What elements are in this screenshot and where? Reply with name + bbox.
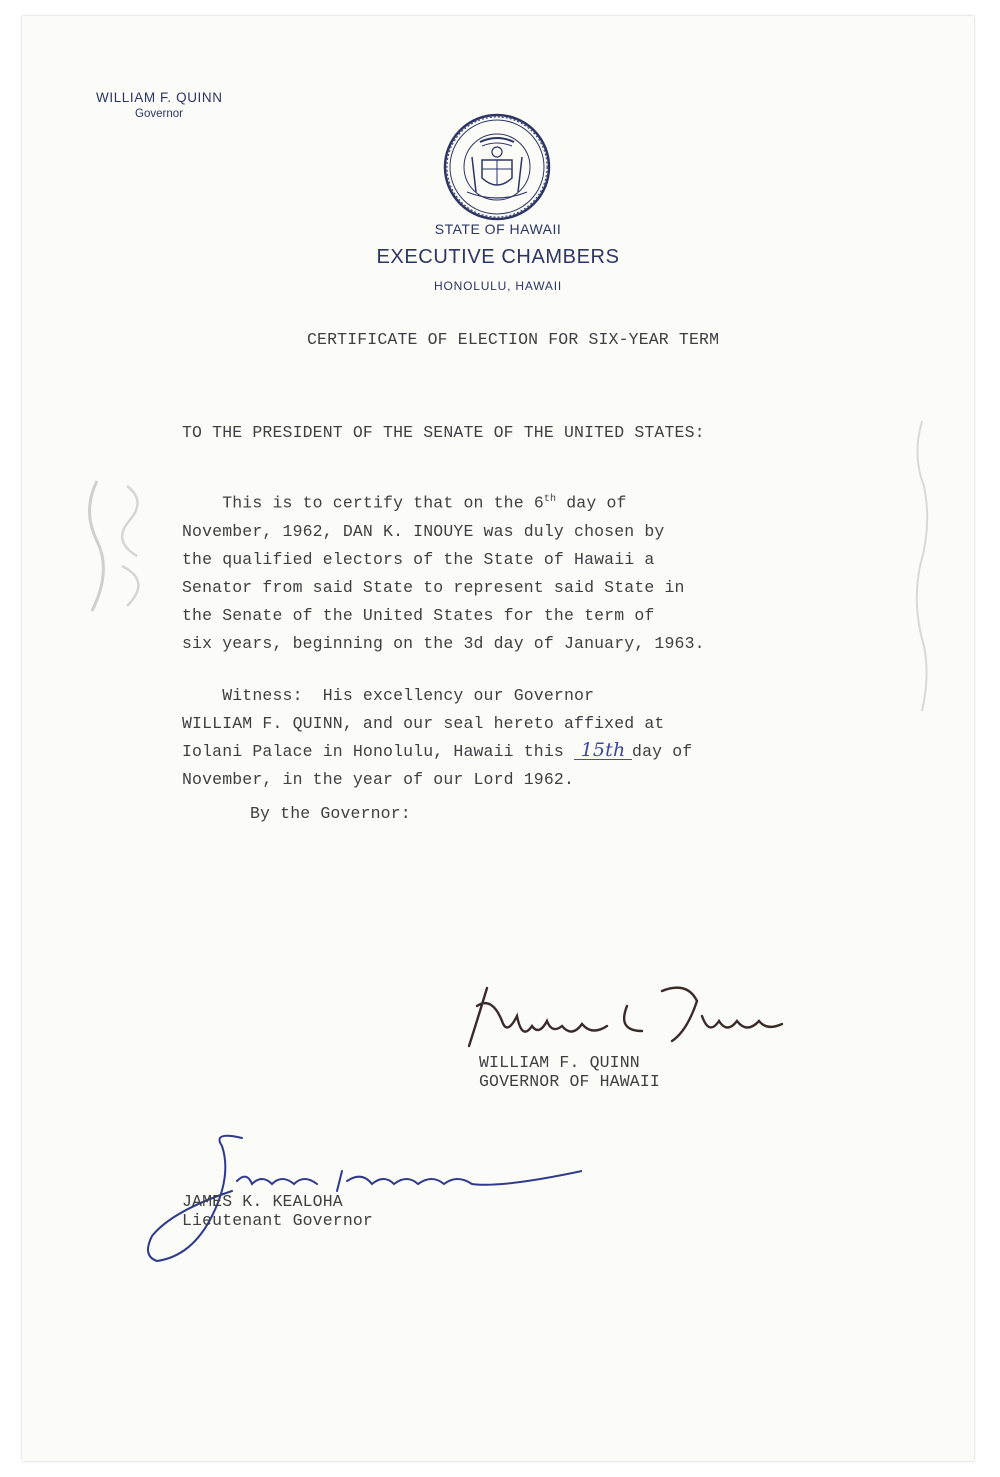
certificate-heading: CERTIFICATE OF ELECTION FOR SIX-YEAR TERM (307, 330, 720, 349)
letterhead-state: STATE OF HAWAII (434, 221, 562, 237)
paragraph-certification (182, 486, 705, 658)
lt-governor-printed-name: JAMES K. KEALOHA (182, 1192, 343, 1211)
governor-signature-icon (447, 976, 787, 1056)
p1-line: the qualified electors of the State of Hawaii a (182, 549, 655, 569)
governor-printed-title: GOVERNOR OF HAWAII (479, 1072, 660, 1091)
salutation: TO THE PRESIDENT OF THE SENATE OF THE UNITED STATES: (182, 423, 705, 442)
handwritten-day: 15th (574, 741, 632, 760)
p1-line1-pre: This is to certify that on the (182, 493, 534, 513)
by-the-governor: By the Governor: (250, 804, 411, 823)
p2-line4: November, in the year of our Lord 1962. (182, 770, 575, 789)
received-stamp-icon (67, 471, 167, 621)
p2-line3-pre: Iolani Palace in Honolulu, Hawaii this (182, 742, 575, 761)
letterhead-office: EXECUTIVE CHAMBERS (376, 246, 620, 268)
p1-line: Senator from said State to represent said State in (182, 577, 685, 597)
letterhead-governor-name: WILLIAM F. QUINN (96, 90, 223, 105)
letterhead-city: HONOLULU, HAWAII (434, 279, 562, 293)
letterhead-governor-title: Governor (135, 108, 183, 120)
p2-line3-post: day of (632, 742, 693, 761)
p1-day-suffix: th (543, 494, 557, 505)
governor-signature-block (479, 1053, 660, 1091)
lt-governor-signature-block (182, 1192, 373, 1230)
p1-line: six years, beginning on the 3d day of January, 1963. (182, 633, 705, 653)
p1-line: November, 1962, DAN K. INOUYE was duly chosen by (182, 521, 665, 541)
state-seal-icon (442, 112, 552, 222)
p2-line1: Witness: His excellency our Governor (182, 686, 595, 705)
margin-note-icon (902, 416, 942, 716)
document-page (22, 16, 974, 1461)
p1-line1-post: day of (556, 493, 627, 513)
paragraph-witness (182, 682, 692, 794)
lt-governor-printed-title: Lieutenant Governor (182, 1211, 373, 1230)
p1-line: the Senate of the United States for the term of (182, 605, 655, 625)
governor-printed-name: WILLIAM F. QUINN (479, 1053, 640, 1072)
p1-day: 6 (533, 493, 544, 513)
p2-line2: WILLIAM F. QUINN, and our seal hereto affixed at (182, 714, 665, 733)
